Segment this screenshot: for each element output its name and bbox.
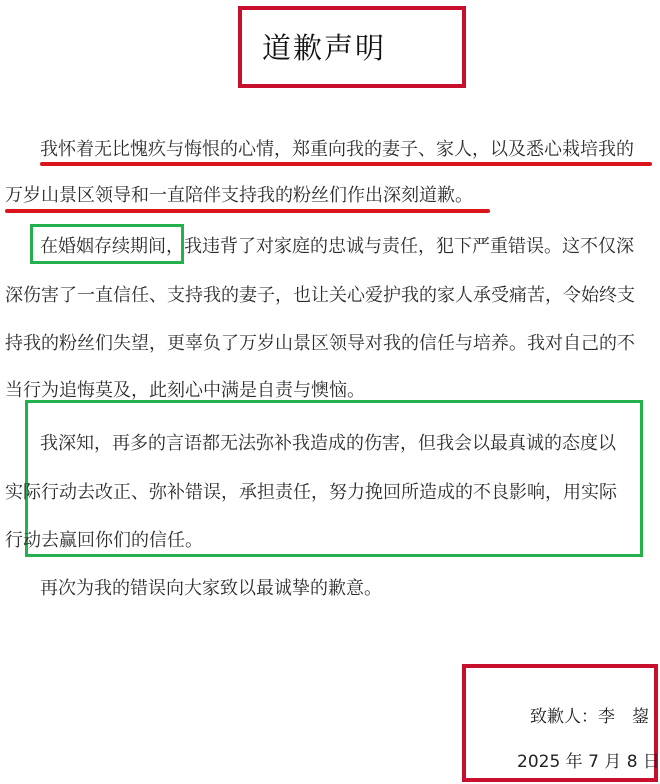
paragraph-4-line-1: 再次为我的错误向大家致以最诚挚的歉意。 [40, 578, 382, 599]
paragraph-3-line-1: 我深知，再多的言语都无法弥补我造成的伤害，但我会以最真诚的态度以 [40, 433, 616, 454]
paragraph-3-line-2: 实际行动去改正、弥补错误，承担责任，努力挽回所造成的不良影响，用实际 [5, 482, 617, 503]
paragraph-1-line-1: 我怀着无比愧疚与悔恨的心情，郑重向我的妻子、家人，以及悉心栽培我的 [40, 139, 634, 160]
signature: 致歉人：李 鋆 [530, 707, 649, 727]
paragraph-2-line-2: 深伤害了一直信任、支持我的妻子，也让关心爱护我的家人承受痛苦，令始终支 [5, 285, 635, 306]
paragraph-1-underline-2 [5, 209, 490, 213]
document-title: 道歉声明 [262, 31, 387, 65]
paragraph-2-line-1: 在婚姻存续期间，我违背了对家庭的忠诚与责任，犯下严重错误。这不仅深 [40, 236, 634, 257]
paragraph-2-line-4: 当行为追悔莫及，此刻心中满是自责与懊恼。 [5, 380, 365, 401]
paragraph-3-line-3: 行动去赢回你们的信任。 [5, 530, 203, 551]
paragraph-1-line-2: 万岁山景区领导和一直陪伴支持我的粉丝们作出深刻道歉。 [5, 185, 473, 206]
statement-date: 2025 年 7 月 8 日 [517, 752, 660, 772]
paragraph-2-line-3: 持我的粉丝们失望，更辜负了万岁山景区领导对我的信任与培养。我对自己的不 [5, 333, 635, 354]
